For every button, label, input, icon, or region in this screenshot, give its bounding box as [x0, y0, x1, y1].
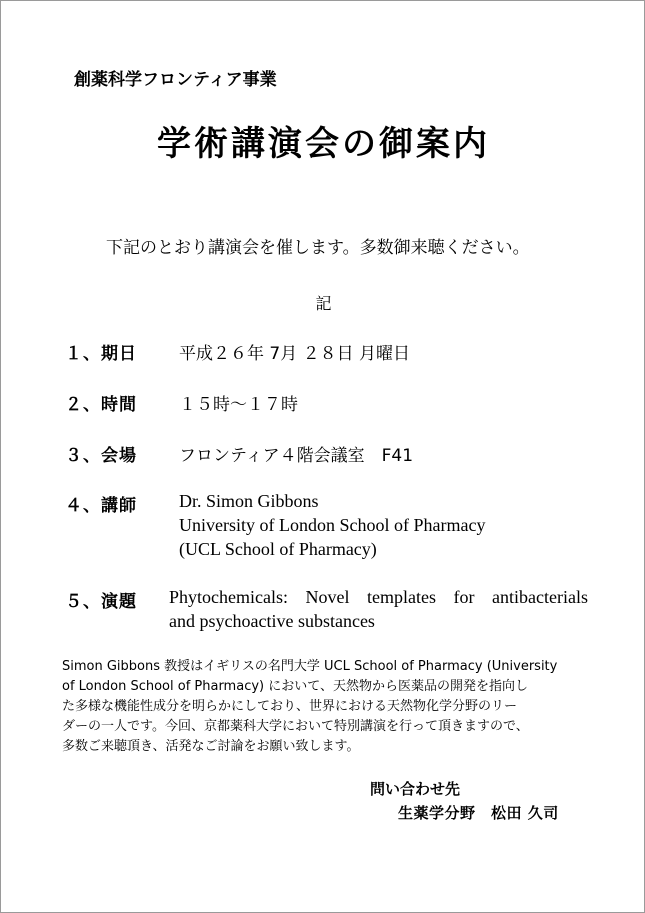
description-line: of London School of Pharmacy) において、天然物から医薬品の開発を指向し	[62, 679, 528, 694]
venue-label: ３、会場	[65, 446, 137, 466]
topic-line: and psychoactive substances	[169, 611, 375, 631]
topic-label: ５、演題	[65, 592, 137, 612]
time-label: ２、時間	[65, 395, 137, 415]
date-value: 平成２６年 7月 ２８日 月曜日	[179, 344, 411, 364]
description-line: Simon Gibbons 教授はイギリスの名門大学 UCL School of Pharmacy (University	[62, 659, 558, 674]
date-label: １、期日	[65, 344, 137, 364]
topic-text	[169, 585, 588, 633]
description-line: ダーの一人です。今回、京都薬科大学において特別講演を行って頂きますので、	[62, 719, 529, 734]
description-line: 多数ご来聴頂き、活発なご討論をお願い致します。	[62, 739, 360, 754]
description-paragraph	[62, 657, 590, 757]
ki-heading: 記	[315, 294, 332, 313]
lecturer-affiliation: University of London School of Pharmacy	[179, 515, 486, 535]
time-value: １５時～１７時	[179, 395, 298, 415]
organization-name: 創薬科学フロンティア事業	[74, 70, 277, 90]
venue-value: フロンティア４階会議室 F41	[179, 446, 414, 466]
lecturer-label: ４、講師	[65, 496, 137, 516]
contact-label: 問い合わせ先	[370, 780, 461, 798]
page-title: 学術講演会の御案内	[157, 124, 490, 164]
lecturer-affiliation-alt: (UCL School of Pharmacy)	[179, 539, 377, 559]
topic-line: Phytochemicals: Novel templates for antibacterials	[169, 587, 588, 607]
description-line: た多様な機能性成分を明らかにしており、世界における天然物化学分野のリー	[62, 699, 518, 714]
contact-name: 生薬学分野 松田 久司	[398, 804, 559, 822]
intro-text: 下記のとおり講演会を催します。多数御来聴ください。	[106, 238, 530, 258]
lecturer-name: Dr. Simon Gibbons	[179, 491, 319, 511]
